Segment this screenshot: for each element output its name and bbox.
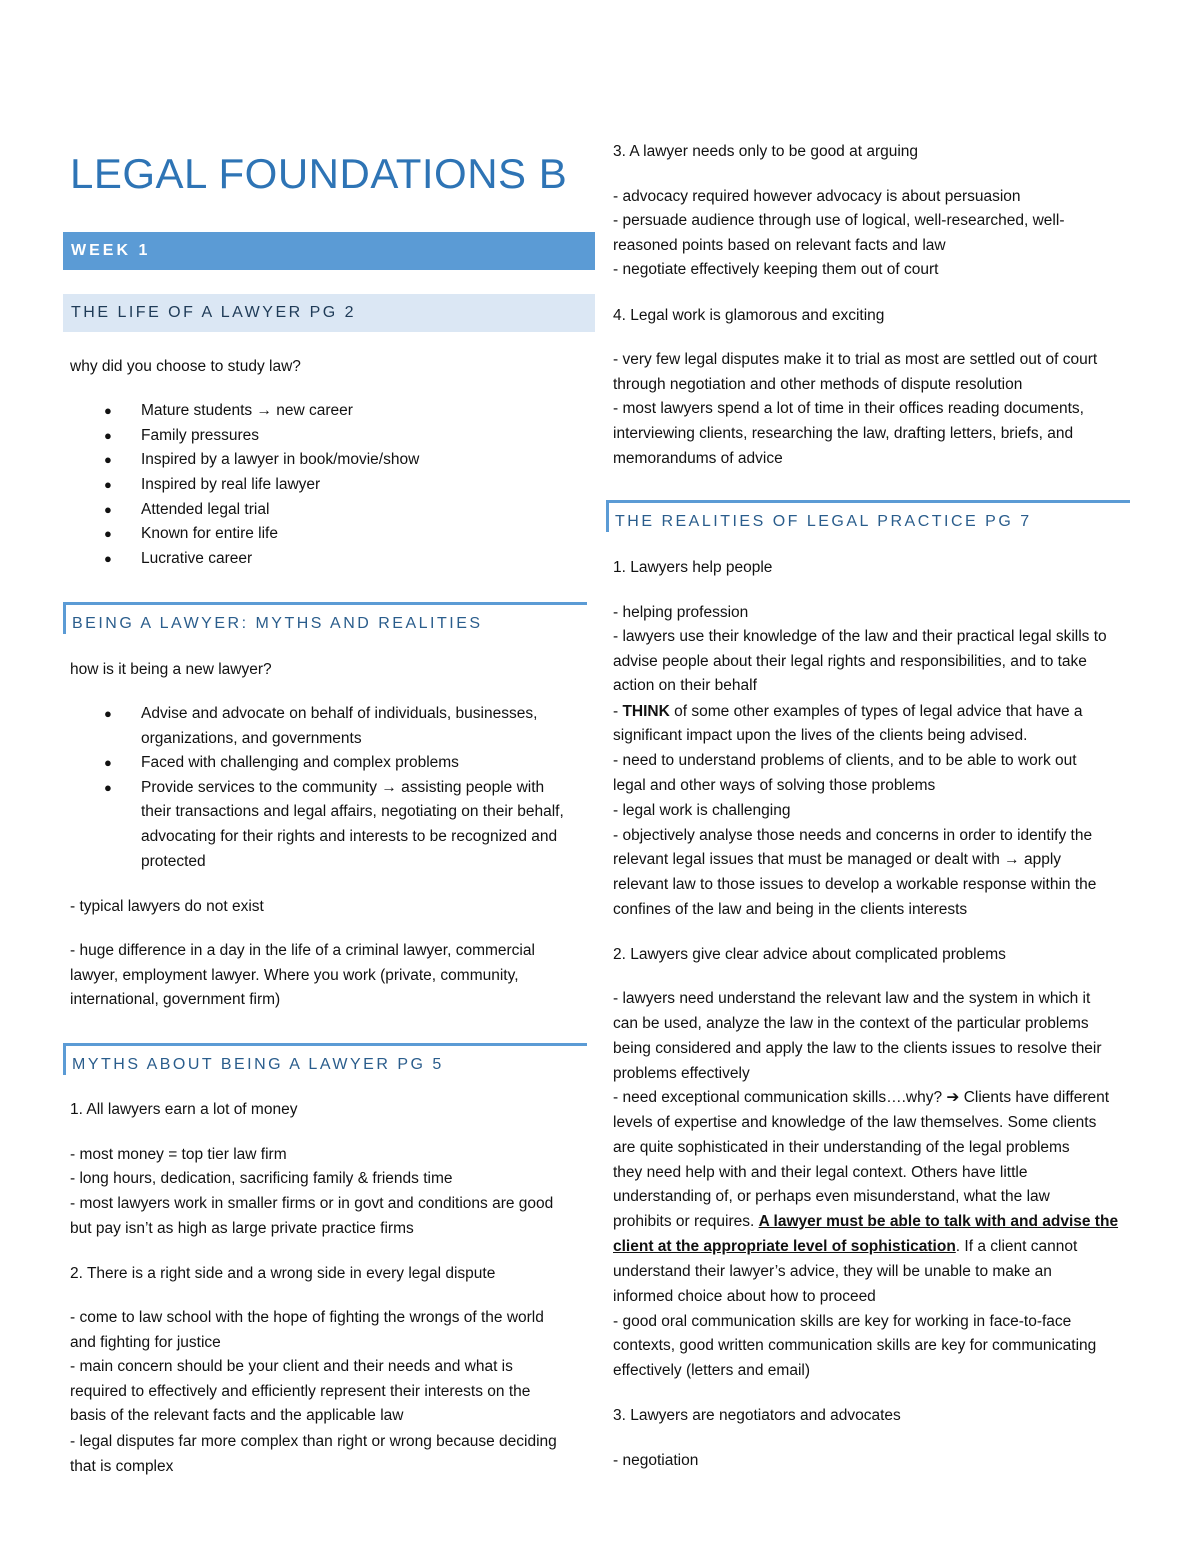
list-item: Lucrative career xyxy=(141,550,253,567)
myths-realities-heading: BEING A LAWYER: MYTHS AND REALITIES xyxy=(63,602,587,634)
reality-3-title: 3. Lawyers are negotiators and advocates xyxy=(613,1407,901,1424)
week-heading: WEEK 1 xyxy=(63,232,595,270)
paragraph-line: - lawyers need understand the relevant law and the system in which it xyxy=(613,990,1091,1007)
list-item: Known for entire life xyxy=(141,525,278,542)
paragraph-line: - legal work is challenging xyxy=(613,802,791,819)
myth-1-title: 1. All lawyers earn a lot of money xyxy=(70,1101,298,1118)
paragraph-line: - need exceptional communication skills….why? ➔ Clients have different xyxy=(613,1089,1110,1106)
list-item-cont: organizations, and governments xyxy=(141,730,362,747)
bullet-dot: ● xyxy=(104,428,112,443)
bullet-dot: ● xyxy=(104,477,112,492)
paragraph-line: and fighting for justice xyxy=(70,1334,221,1351)
reality-1-title: 1. Lawyers help people xyxy=(613,559,773,576)
paragraph-line: levels of expertise and knowledge of the law themselves. Some clients xyxy=(613,1114,1097,1131)
paragraph-line: relevant legal issues that must be managed or dealt with → apply xyxy=(613,851,1062,868)
paragraph-line: understand their lawyer’s advice, they will be unable to make an xyxy=(613,1263,1052,1280)
paragraph-line: international, government firm) xyxy=(70,991,281,1008)
list-item: Inspired by real life lawyer xyxy=(141,476,321,493)
paragraph-line: can be used, analyze the law in the context of the particular problems xyxy=(613,1015,1089,1032)
paragraph-line: - huge difference in a day in the life of a criminal lawyer, commercial xyxy=(70,942,535,959)
paragraph-line: contexts, good written communication skills are key for communicating xyxy=(613,1337,1097,1354)
list-item-cont: their transactions and legal affairs, negotiating on their behalf, xyxy=(141,803,564,820)
paragraph-line: they need help with and their legal context. Others have little xyxy=(613,1164,1028,1181)
bullet-dot: ● xyxy=(104,706,112,721)
paragraph-line: significant impact upon the lives of the clients being advised. xyxy=(613,727,1028,744)
paragraph-line: through negotiation and other methods of dispute resolution xyxy=(613,376,1023,393)
paragraph-line: - good oral communication skills are key for working in face-to-face xyxy=(613,1313,1072,1330)
life-of-lawyer-heading: THE LIFE OF A LAWYER PG 2 xyxy=(63,294,595,332)
think-dash: - xyxy=(613,703,623,720)
reality-2-title: 2. Lawyers give clear advice about complicated problems xyxy=(613,946,1006,963)
paragraph-line: - most lawyers spend a lot of time in their offices reading documents, xyxy=(613,400,1084,417)
document-title: LEGAL FOUNDATIONS B xyxy=(70,150,568,197)
paragraph-line: are quite sophisticated in their understanding of the legal problems xyxy=(613,1139,1070,1156)
client-post: . If a client cannot xyxy=(955,1238,1078,1255)
think-rest: of some other examples of types of legal advice that have a xyxy=(669,703,1083,720)
paragraph-line: understanding of, or perhaps even misunderstand, what the law xyxy=(613,1188,1050,1205)
paragraph-line: - need to understand problems of clients, and to be able to work out xyxy=(613,752,1077,769)
list-item: Attended legal trial xyxy=(141,501,270,518)
paragraph-line: lawyer, employment lawyer. Where you work (private, community, xyxy=(70,967,519,984)
paragraph-line: problems effectively xyxy=(613,1065,750,1082)
paragraph-line: memorandums of advice xyxy=(613,450,783,467)
prohibits-line xyxy=(613,1210,1118,1235)
list-item: Family pressures xyxy=(141,427,259,444)
question-why-law: why did you choose to study law? xyxy=(70,358,301,375)
paragraph-line: effectively (letters and email) xyxy=(613,1362,810,1379)
realities-heading: THE REALITIES OF LEGAL PRACTICE PG 7 xyxy=(606,500,1130,532)
paragraph-line: that is complex xyxy=(70,1458,174,1475)
paragraph-line: required to effectively and efficiently represent their interests on the xyxy=(70,1383,531,1400)
paragraph-line: - negotiate effectively keeping them out of court xyxy=(613,261,939,278)
paragraph-line: - most lawyers work in smaller firms or in govt and conditions are good xyxy=(70,1195,554,1212)
list-item-cont: protected xyxy=(141,853,206,870)
paragraph-line: informed choice about how to proceed xyxy=(613,1288,876,1305)
bullet-dot: ● xyxy=(104,452,112,467)
paragraph-line: interviewing clients, researching the law, drafting letters, briefs, and xyxy=(613,425,1074,442)
paragraph-line: - most money = top tier law firm xyxy=(70,1146,287,1163)
paragraph-line: - main concern should be your client and their needs and what is xyxy=(70,1358,513,1375)
bullet-dot: ● xyxy=(104,403,112,418)
client-line xyxy=(613,1235,1077,1260)
prohibits-pre: prohibits or requires. xyxy=(613,1213,759,1230)
myth-4-title: 4. Legal work is glamorous and exciting xyxy=(613,307,885,324)
paragraph-line: being considered and apply the law to the clients issues to resolve their xyxy=(613,1040,1102,1057)
paragraph-line: - objectively analyse those needs and concerns in order to identify the xyxy=(613,827,1093,844)
paragraph-line: - lawyers use their knowledge of the law and their practical legal skills to xyxy=(613,628,1107,645)
paragraph-line: - advocacy required however advocacy is about persuasion xyxy=(613,188,1021,205)
list-item: Advise and advocate on behalf of individuals, businesses, xyxy=(141,705,538,722)
list-item: Mature students → new career xyxy=(141,402,353,419)
paragraph-line: legal and other ways of solving those problems xyxy=(613,777,936,794)
typical-lawyers-line: - typical lawyers do not exist xyxy=(70,898,264,915)
think-bold: THINK xyxy=(622,703,670,720)
list-item-cont: advocating for their rights and interests to be recognized and xyxy=(141,828,558,845)
list-item: Inspired by a lawyer in book/movie/show xyxy=(141,451,420,468)
paragraph-line: - legal disputes far more complex than right or wrong because deciding xyxy=(70,1433,557,1450)
bullet-dot: ● xyxy=(104,780,112,795)
paragraph-line: confines of the law and being in the clients interests xyxy=(613,901,968,918)
paragraph-line: - helping profession xyxy=(613,604,749,621)
myths-heading: MYTHS ABOUT BEING A LAWYER PG 5 xyxy=(63,1043,587,1075)
list-item: Faced with challenging and complex problems xyxy=(141,754,459,771)
bullet-dot: ● xyxy=(104,502,112,517)
paragraph-line: basis of the relevant facts and the applicable law xyxy=(70,1407,404,1424)
myth-2-title: 2. There is a right side and a wrong side in every legal dispute xyxy=(70,1265,496,1282)
question-new-lawyer: how is it being a new lawyer? xyxy=(70,661,272,678)
paragraph-line: - long hours, dedication, sacrificing family & friends time xyxy=(70,1170,453,1187)
myth-3-title: 3. A lawyer needs only to be good at arguing xyxy=(613,143,919,160)
paragraph-line: action on their behalf xyxy=(613,677,757,694)
underlined-emphasis: A lawyer must be able to talk with and advise the xyxy=(758,1213,1119,1230)
paragraph-line: reasoned points based on relevant facts and law xyxy=(613,237,946,254)
bullet-dot: ● xyxy=(104,755,112,770)
paragraph-line: but pay isn’t as high as large private practice firms xyxy=(70,1220,414,1237)
paragraph-line: advise people about their legal rights and responsibilities, and to take xyxy=(613,653,1087,670)
bullet-dot: ● xyxy=(104,551,112,566)
underlined-emphasis: client at the appropriate level of sophistication xyxy=(613,1238,956,1255)
paragraph-line: - come to law school with the hope of fighting the wrongs of the world xyxy=(70,1309,544,1326)
paragraph-line: relevant law to those issues to develop a workable response within the xyxy=(613,876,1097,893)
paragraph-line: - persuade audience through use of logical, well-researched, well- xyxy=(613,212,1065,229)
list-item: Provide services to the community → assisting people with xyxy=(141,779,545,796)
paragraph-line: - very few legal disputes make it to trial as most are settled out of court xyxy=(613,351,1098,368)
think-line xyxy=(613,700,1083,725)
bullet-dot: ● xyxy=(104,526,112,541)
paragraph-line: - negotiation xyxy=(613,1452,699,1469)
